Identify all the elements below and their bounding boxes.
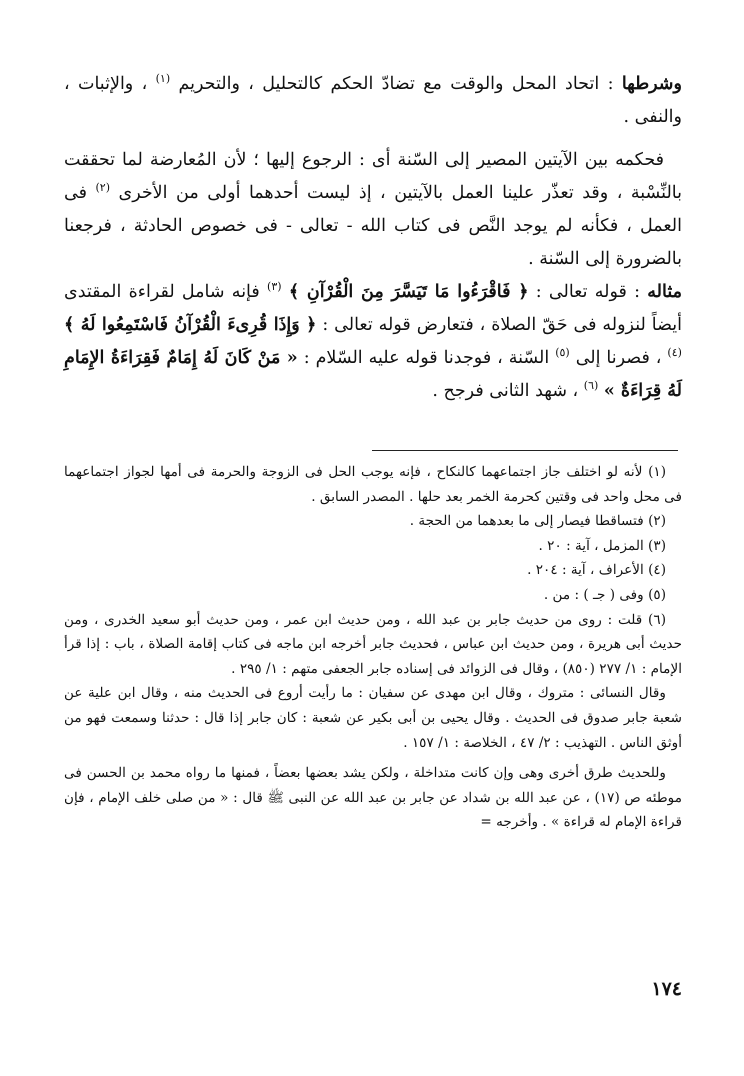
footnote-ref[interactable]: (١) <box>155 72 171 86</box>
footnote-1: (١) لأنه لو اختلف جاز اجتماعهما كالنكاح ، فإنه يوجب الحل فى الزوجة والحرمة فى أمها لجواز اجتماعهما فى محل واحد فى وقتين كحرمة الخمر بعد حلها . المصدر السابق . <box>64 464 682 505</box>
footnote-5: (٥) وفى ( جـ ) : من . <box>543 586 666 603</box>
text-segment: فإنه شامل لقراءة المقتدى أيضاً لنزوله فى حَقّ الصلاة ، فتعارض قوله تعالى : <box>64 282 682 335</box>
paragraph-condition <box>64 68 682 134</box>
quran-verse: ﴿ وَإِذَا قُرِىءَ الْقُرْآنُ فَاسْتَمِعُوا لَهُ ﴾ <box>64 315 317 335</box>
text-segment: : قوله تعالى : <box>535 282 641 302</box>
footnote-ref[interactable]: (٢) <box>95 181 110 195</box>
text-segment: ، فصرنا إلى <box>575 348 662 368</box>
footnote-6-continued: وقال النسائى : متروك ، وقال ابن مهدى عن سفيان : ما رأيت أروع فى الحديث منه ، وقال ابن علية عن شعبة جابر صدوق فى الحديث . وقال يحيى بن أبى بكير عن شعبة : كان جابر إذا قال : حدثنا وسمعت فهو من أوثق الناس . التهذيب : ٢/ ٤٧ ، الخلاصة : ١/ ١٥٧ . <box>64 685 682 751</box>
text-segment: فى العمل ، فكأنه لم يوجد النَّص فى كتاب الله - تعالى - فى خصوص الحادثة ، فرجعنا بالضرورة إلى السّنة . <box>64 183 682 269</box>
paragraph-ruling <box>64 144 682 276</box>
footnote-6-more-routes: وللحديث طرق أخرى وهى وإن كانت متداخلة ، ولكن يشد بعضها بعضاً ، فمنها ما رواه محمد بن الحسن فى موطئه ص (١٧) ، عن عبد الله بن شداد عن جابر بن عبد الله عن النبى ﷺ قال : « من صلى خلف الإمام ، فإن قراءة الإمام له قراءة » . وأخرجه = <box>64 765 682 831</box>
footnote-ref[interactable]: (٥) <box>555 346 570 360</box>
footnote-4: (٤) الأعراف ، آية : ٢٠٤ . <box>527 562 666 579</box>
page-number: ١٧٤ <box>651 978 682 1000</box>
footnote-3: (٣) المزمل ، آية : ٢٠ . <box>538 537 666 554</box>
paragraph-example <box>64 276 682 408</box>
text-segment: ، والإثبات ، والنفى . <box>64 74 682 127</box>
quran-verse: ﴿ فَاقْرَءُوا مَا تَيَسَّرَ مِنَ الْقُرْآنِ ﴾ <box>288 282 529 302</box>
text-segment: ، شهد الثانى فرجح . <box>432 381 579 401</box>
footnote-6: (٦) قلت : روى من حديث جابر بن عبد الله ، ومن حديث ابن عمر ، ومن حديث أبو سعيد الخدرى ، ومن حديث أبى هريرة ، ومن حديث ابن عباس ، فحديث جابر أخرجه ابن ماجه فى كتاب إقامة الصلاة ، باب : إذا قرأ الإمام : ١/ ٢٧٧ (٨٥٠) ، وقال فى الزوائد فى إسناده جابر الجعفى متهم : ١/ ٢٩٥ . <box>64 611 682 677</box>
footnote-ref[interactable]: (٦) <box>583 379 599 393</box>
footnote-divider <box>372 450 678 451</box>
footnotes <box>64 460 682 835</box>
footnote-ref[interactable]: (٤) <box>667 346 682 360</box>
hadith-quote: « مَنْ كَانَ لَهُ إِمَامٌ فَقِرَاءَةُ الإِمَامِ لَهُ قِرَاءَةٌ » <box>64 348 682 401</box>
text-segment: فحكمه بين الآيتين المصير إلى السّنة أى : الرجوع إليها ؛ لأن المُعارضة لما تحققت بالنِّسْبة ، وقد تعذّر علينا العمل بالآيتين ، إذ ليست أحدهما أولى من الأخرى <box>64 150 682 203</box>
main-text <box>64 68 682 408</box>
text-segment: : اتحاد المحل والوقت مع تضادّ الحكم كالتحليل ، والتحريم <box>178 74 614 94</box>
text-segment: السّنة ، فوجدنا قوله عليه السّلام : <box>303 348 550 368</box>
lead-word: مثاله <box>647 282 682 302</box>
footnote-2: (٢) فتساقطا فيصار إلى ما بعدهما من الحجة . <box>409 513 666 530</box>
lead-word: وشرطها <box>621 74 682 94</box>
footnote-ref[interactable]: (٣) <box>267 280 282 294</box>
